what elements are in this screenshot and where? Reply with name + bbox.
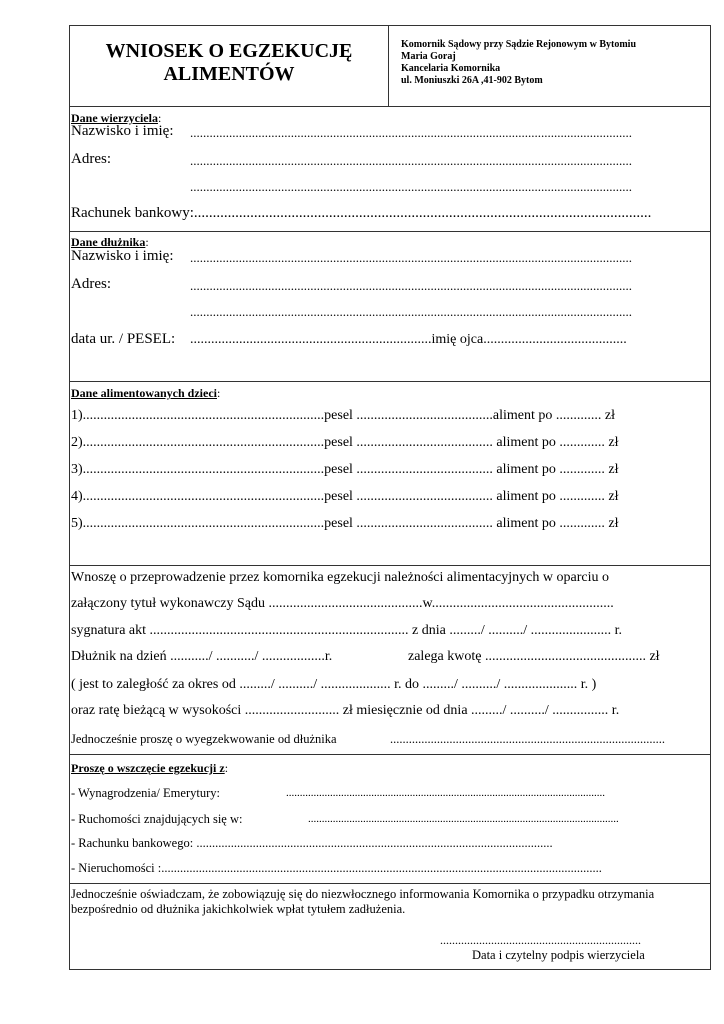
enforcement-wages-field[interactable]: ....................................................................................................................: [286, 787, 605, 799]
bailiff-line-4: ul. Moniuszki 26A ,41-902 Bytom: [401, 75, 543, 86]
child-row-2[interactable]: 2).....................................................................pesel ....................................... aliment po ............. zł: [71, 435, 619, 450]
bailiff-line-2: Maria Goraj: [401, 51, 456, 62]
request-period-field[interactable]: ( jest to zaległość za okres od ........./ ........../ .................... r. do ........./ ........../ ..................... r. ): [71, 677, 597, 692]
request-additional-field[interactable]: ........................................................................................: [390, 732, 665, 746]
header-divider: [388, 26, 389, 106]
creditor-name-label: Nazwisko i imię:: [71, 123, 174, 139]
bailiff-address: [401, 39, 636, 87]
debtor-pesel-field[interactable]: .....................................................................imię ojca.........................................: [190, 332, 627, 347]
request-signature-field[interactable]: sygnatura akt .......................................................................... z dnia ........./ ........../ ....................... r.: [71, 623, 623, 638]
creditor-address-field-2[interactable]: ........................................................................................................................................: [190, 179, 632, 194]
request-debtor-date-field[interactable]: Dłużnik na dzień .........../ .........../ ..................r.: [71, 649, 333, 664]
declaration-text: Jednocześnie oświadczam, że zobowiązuję się do niezwłocznego informowania Komornika o przypadku otrzymania bezpośrednio od dłużnika jakichkolwiek wpłat tytułem zadłużenia.: [71, 887, 655, 916]
enforcement-heading: Proszę o wszczęcie egzekucji z:: [71, 761, 229, 775]
divider: [70, 565, 710, 566]
debtor-address-label: Adres:: [71, 276, 111, 292]
creditor-address-field-1[interactable]: ........................................................................................................................................: [190, 153, 632, 168]
enforcement-bank-field[interactable]: - Rachunku bankowego: ..................................................................................................................: [71, 836, 553, 850]
debtor-heading: Dane dłużnika:: [71, 235, 149, 249]
enforcement-movables-field[interactable]: .................................................................................................................: [308, 813, 619, 825]
title-line-1: WNIOSEK O EGZEKUCJĘ: [105, 40, 353, 62]
request-line-1: Wnoszę o przeprowadzenie przez komornika egzekucji należności alimentacyjnych w oparciu o: [71, 570, 609, 585]
bailiff-line-1: Komornik Sądowy przy Sądzie Rejonowym w Bytomiu: [401, 39, 637, 50]
debtor-address-field-1[interactable]: ........................................................................................................................................: [190, 278, 632, 293]
child-row-5[interactable]: 5).....................................................................pesel ....................................... aliment po ............. zł: [71, 516, 619, 531]
enforcement-movables-label: - Ruchomości znajdujących się w:: [71, 812, 243, 826]
form-frame: [69, 25, 711, 970]
creditor-bank-field[interactable]: Rachunek bankowy:..........................................................................................................................: [71, 205, 652, 221]
request-additional-label: Jednocześnie proszę o wyegzekwowanie od dłużnika: [71, 732, 337, 746]
enforcement-wages-label: - Wynagrodzenia/ Emerytury:: [71, 786, 220, 800]
enforcement-realestate-field[interactable]: - Nieruchomości :.............................................................................................................................................: [71, 861, 602, 875]
divider: [70, 106, 710, 107]
request-current-rate-field[interactable]: oraz ratę bieżącą w wysokości ........................... zł miesięcznie od dnia ........./ ........../ ................ r.: [71, 703, 620, 718]
creditor-name-field[interactable]: ........................................................................................................................................: [190, 125, 632, 140]
form-title: [70, 40, 388, 86]
signature-label: Data i czytelny podpis wierzyciela: [472, 948, 645, 962]
debtor-name-field[interactable]: ........................................................................................................................................: [190, 250, 632, 265]
title-line-2: ALIMENTÓW: [163, 63, 295, 85]
creditor-heading: Dane wierzyciela:: [71, 111, 162, 125]
request-court-field[interactable]: załączony tytuł wykonawczy Sądu ............................................w....................................................: [71, 596, 614, 611]
divider: [70, 381, 710, 382]
bailiff-line-3: Kancelaria Komornika: [401, 63, 501, 74]
request-debt-amount-field[interactable]: zalega kwotę .............................................. zł: [408, 649, 660, 664]
creditor-address-label: Adres:: [71, 151, 111, 167]
child-row-3[interactable]: 3).....................................................................pesel ....................................... aliment po ............. zł: [71, 462, 619, 477]
signature-field[interactable]: ...................................................................: [440, 933, 641, 947]
divider: [70, 231, 710, 232]
child-row-1[interactable]: 1).....................................................................pesel .......................................aliment po ............. zł: [71, 408, 616, 423]
divider: [70, 883, 710, 884]
children-heading: Dane alimentowanych dzieci:: [71, 386, 221, 400]
debtor-name-label: Nazwisko i imię:: [71, 248, 174, 264]
divider: [70, 754, 710, 755]
child-row-4[interactable]: 4).....................................................................pesel ....................................... aliment po ............. zł: [71, 489, 619, 504]
debtor-address-field-2[interactable]: ........................................................................................................................................: [190, 304, 632, 319]
debtor-pesel-label: data ur. / PESEL:: [71, 331, 176, 347]
